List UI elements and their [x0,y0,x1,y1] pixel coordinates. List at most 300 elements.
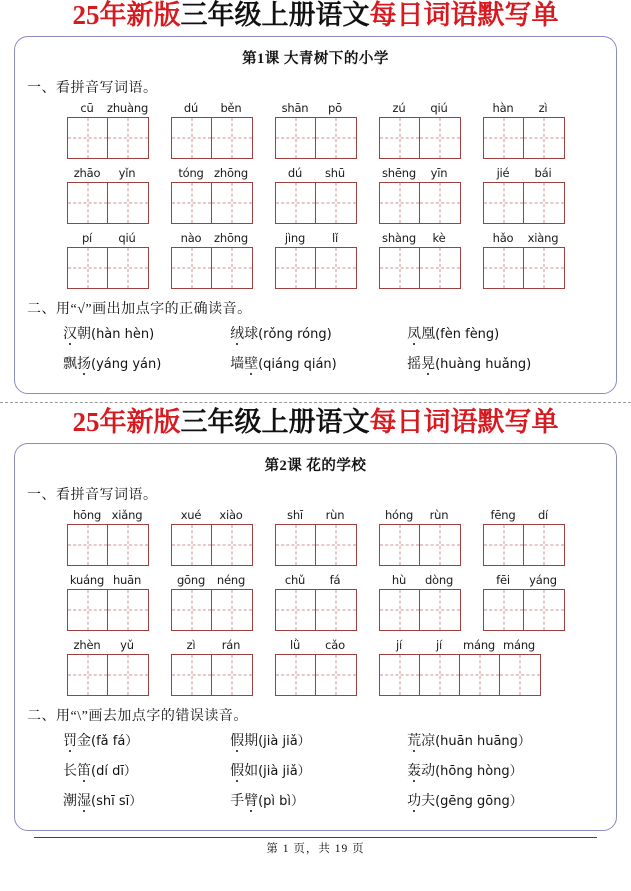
choice-item[interactable] [230,760,407,780]
choice-char: 凰 [421,327,436,343]
tianzige-cell[interactable] [484,183,524,223]
choice-options[interactable]: (yáng yán) [91,357,162,373]
tianzige-cell[interactable] [420,590,460,630]
choice-item[interactable] [230,730,407,750]
pinyin-syllable: yīn [430,166,448,181]
choice-char: 壁 [244,357,259,373]
pinyin-syllable: bái [534,166,552,181]
pinyin-syllable: dú [287,166,303,181]
pinyin-syllable: fēi [496,573,510,588]
choice-char: 潮 [63,794,77,810]
choice-char: 球 [244,327,259,343]
pinyin-syllable: zhōng [214,166,248,181]
word-group [67,638,149,696]
tianzige-cell[interactable] [380,248,420,288]
choice-word [407,734,435,749]
pinyin-syllable: chǔ [284,573,306,588]
tianzige-cell[interactable] [212,118,252,158]
choice-word [63,734,91,749]
tianzige-grid[interactable] [171,589,253,631]
tianzige-cell[interactable] [380,118,420,158]
pinyin-grid-row [25,166,606,224]
pinyin-syllable: zhèn [73,638,101,653]
tianzige-grid[interactable] [171,117,253,159]
pinyin-syllable: pō [328,101,342,116]
footer-divider [34,837,597,838]
pinyin-syllable: nào [180,231,202,246]
pinyin-syllable: dí [537,508,549,523]
tianzige-cell[interactable] [420,248,460,288]
pinyin-syllable: néng [216,573,246,588]
choice-char: 夫 [421,794,436,810]
word-group [379,231,461,289]
choice-word [63,327,91,342]
title-red-suffix-2: 每日词语默写单 [369,407,559,438]
choice-options[interactable]: (jià jiǎ） [258,734,311,750]
tianzige-cell[interactable] [212,525,252,565]
pinyin-syllable: qiú [118,231,136,246]
choice-options[interactable]: (huān huāng） [435,734,531,750]
tianzige-cell[interactable] [524,183,564,223]
tianzige-cell[interactable] [524,525,564,565]
choice-char: 荒 [407,734,422,750]
choice-word [407,794,435,809]
tianzige-cell[interactable] [380,183,420,223]
choice-row [25,323,606,343]
word-group [171,166,253,224]
choice-options[interactable]: (huàng huǎng) [435,357,532,373]
lesson-box-1 [14,36,617,394]
choice-char: 湿 [77,794,91,810]
tianzige-cell[interactable] [68,655,108,695]
page-break-divider [0,402,631,403]
choice-word [63,357,91,372]
choice-item[interactable] [407,760,606,780]
tianzige-cell[interactable] [68,118,108,158]
choice-item[interactable] [63,760,230,780]
word-group [67,508,149,566]
tianzige-cell[interactable] [276,590,316,630]
pinyin-line [483,231,565,246]
pinyin-syllable: zhōng [214,231,248,246]
pinyin-grid-row [25,638,606,696]
tianzige-cell[interactable] [420,183,460,223]
pinyin-line [67,573,149,588]
tianzige-grid[interactable] [483,247,565,289]
choice-char: 期 [244,734,259,750]
word-group [67,231,149,289]
pinyin-syllable: rùn [325,508,345,523]
tianzige-grid[interactable] [171,524,253,566]
pinyin-syllable: zú [392,101,406,116]
tianzige-grid[interactable] [275,589,357,631]
pinyin-syllable: shēng [382,166,416,181]
pinyin-grid-row [25,101,606,159]
worksheet-lesson-1 [0,0,631,394]
pinyin-syllable: dòng [424,573,454,588]
choice-options[interactable]: (rǒng róng) [258,327,332,343]
title-black-middle-2: 三年级上册语文 [180,407,370,438]
pinyin-line [275,231,357,246]
choice-char: 臂 [244,794,259,810]
word-group [275,101,357,159]
choice-char: 手 [230,794,245,810]
pinyin-line [275,508,357,523]
tianzige-grid[interactable] [67,247,149,289]
tianzige-grid[interactable] [483,524,565,566]
tianzige-cell[interactable] [484,118,524,158]
choice-row [25,790,606,810]
title-red-prefix-1: 25年新版 [72,0,181,30]
pinyin-syllable: shān [281,101,309,116]
pinyin-syllable: zì [538,101,548,116]
pinyin-syllable: yǔ [120,638,134,653]
pinyin-line [379,101,461,116]
tianzige-cell[interactable] [212,590,252,630]
choice-item[interactable] [407,323,606,343]
choice-word [63,764,91,779]
choice-options[interactable]: (hōng hòng） [435,764,523,780]
choice-item[interactable] [63,323,230,343]
pinyin-line [275,638,357,653]
choice-options[interactable]: (shī sī） [91,794,143,810]
word-group [67,573,149,631]
tianzige-grid[interactable] [379,117,461,159]
choice-row [25,353,606,373]
pinyin-line [171,231,253,246]
pinyin-syllable: jí [396,638,402,653]
page-title-2 [14,407,617,438]
tianzige-grid[interactable] [275,247,357,289]
tianzige-grid[interactable] [275,654,357,696]
choice-item[interactable] [230,790,407,810]
pinyin-syllable: lǜ [289,638,301,653]
word-group [483,573,565,631]
choice-options[interactable]: (jià jiǎ） [258,764,311,780]
tianzige-cell[interactable] [500,655,540,695]
pinyin-grid-section-2 [25,508,606,696]
tianzige-cell[interactable] [380,655,420,695]
pinyin-syllable: xué [180,508,202,523]
tianzige-cell[interactable] [172,118,212,158]
tianzige-cell[interactable] [380,590,420,630]
question-2-label-sheet-2: 二、用“\”画去加点字的错误读音。 [27,709,248,725]
choice-item[interactable] [230,353,407,373]
pinyin-line [483,573,565,588]
tianzige-cell[interactable] [212,183,252,223]
word-group [171,101,253,159]
tianzige-grid[interactable] [67,524,149,566]
tianzige-grid[interactable] [275,524,357,566]
tianzige-cell[interactable] [108,183,148,223]
question-1-label-sheet-1: 一、看拼音写词语。 [27,81,158,97]
choice-options[interactable]: (fèn fèng) [435,327,500,343]
tianzige-cell[interactable] [108,590,148,630]
tianzige-cell[interactable] [276,248,316,288]
lesson-box-2 [14,443,617,831]
tianzige-grid[interactable] [379,654,541,696]
tianzige-cell[interactable] [420,655,460,695]
pinyin-line [275,101,357,116]
tianzige-grid[interactable] [171,654,253,696]
tianzige-cell[interactable] [68,525,108,565]
pinyin-line [483,166,565,181]
pinyin-line [171,638,253,653]
choice-char: 摇 [407,357,422,373]
pinyin-syllable: rán [221,638,241,653]
tianzige-cell[interactable] [172,590,212,630]
tianzige-cell[interactable] [316,590,356,630]
choice-section-2 [25,730,606,810]
choice-char: 罚 [63,734,77,750]
choice-char: 如 [244,764,259,780]
question-2-label-sheet-1: 二、用“√”画出加点字的正确读音。 [27,302,252,318]
tianzige-cell[interactable] [460,655,500,695]
pinyin-syllable: hōng [72,508,102,523]
word-group [483,101,565,159]
pinyin-syllable: máng [462,638,496,653]
pinyin-syllable: yǐn [118,166,136,181]
choice-char: 长 [63,764,77,780]
pinyin-syllable: gōng [176,573,206,588]
pinyin-syllable: dú [183,101,199,116]
word-group [379,508,461,566]
pinyin-syllable: kuáng [69,573,105,588]
tianzige-cell[interactable] [316,118,356,158]
word-group [171,508,253,566]
tianzige-grid[interactable] [379,589,461,631]
pinyin-syllable: hù [391,573,407,588]
tianzige-cell[interactable] [68,183,108,223]
word-group [379,638,541,696]
pinyin-syllable: cǎo [325,638,345,653]
pinyin-syllable: qiú [430,101,448,116]
choice-char: 绒 [230,327,245,343]
choice-word [230,734,258,749]
tianzige-grid[interactable] [275,117,357,159]
pinyin-syllable: hóng [384,508,414,523]
pinyin-line [379,166,461,181]
pinyin-syllable: hǎo [492,231,514,246]
choice-char: 汉 [63,327,77,343]
title-red-suffix-1: 每日词语默写单 [369,0,559,30]
tianzige-cell[interactable] [316,655,356,695]
pinyin-syllable: shàng [382,231,416,246]
pinyin-syllable: lǐ [332,231,338,246]
tianzige-grid[interactable] [171,182,253,224]
pinyin-syllable: pí [81,231,93,246]
choice-options[interactable]: (dí dī） [91,764,137,780]
pinyin-line [67,638,149,653]
pinyin-syllable: fá [329,573,341,588]
pinyin-syllable: běn [220,101,242,116]
word-group [67,166,149,224]
choice-item[interactable] [63,790,230,810]
choice-word [407,764,435,779]
choice-char: 扬 [77,357,91,373]
choice-char: 晃 [421,357,436,373]
tianzige-cell[interactable] [524,248,564,288]
word-group [275,166,357,224]
tianzige-cell[interactable] [420,118,460,158]
tianzige-grid[interactable] [379,524,461,566]
pinyin-syllable: shū [325,166,345,181]
tianzige-cell[interactable] [484,525,524,565]
tianzige-cell[interactable] [172,183,212,223]
choice-item[interactable] [407,353,606,373]
pinyin-line [379,231,461,246]
word-group [275,573,357,631]
word-group [171,573,253,631]
pinyin-syllable: zhāo [73,166,101,181]
choice-char: 金 [77,734,91,750]
worksheet-lesson-2 [0,407,631,831]
tianzige-grid[interactable] [483,117,565,159]
pinyin-line [483,101,565,116]
pinyin-syllable: rùn [429,508,449,523]
tianzige-cell[interactable] [68,590,108,630]
choice-row [25,730,606,750]
tianzige-cell[interactable] [172,655,212,695]
tianzige-cell[interactable] [524,590,564,630]
pinyin-line [379,638,541,653]
tianzige-cell[interactable] [316,183,356,223]
choice-options[interactable]: (qiáng qián) [258,357,337,373]
choice-char: 飘 [63,357,77,373]
pinyin-syllable: xiàng [527,231,559,246]
lesson-title-1: 第1课 大青树下的小学 [242,51,389,68]
pinyin-grid-section-1 [25,101,606,289]
word-group [67,101,149,159]
lesson-title-2: 第2课 花的学校 [264,458,367,475]
pinyin-line [67,166,149,181]
choice-word [230,327,258,342]
pinyin-syllable: shī [287,508,303,523]
tianzige-grid[interactable] [67,589,149,631]
pinyin-line [67,231,149,246]
tianzige-grid[interactable] [483,589,565,631]
tianzige-cell[interactable] [172,248,212,288]
choice-item[interactable] [63,353,230,373]
choice-char: 轰 [407,764,422,780]
pinyin-syllable: hàn [492,101,514,116]
choice-char: 动 [421,764,436,780]
tianzige-grid[interactable] [379,182,461,224]
pinyin-syllable: jìng [284,231,306,246]
pinyin-syllable: jié [496,166,510,181]
choice-item[interactable] [230,323,407,343]
pinyin-line [483,508,565,523]
tianzige-cell[interactable] [420,525,460,565]
word-group [171,638,253,696]
choice-options[interactable]: (pì bì） [258,794,305,810]
tianzige-grid[interactable] [379,247,461,289]
word-group [483,508,565,566]
tianzige-grid[interactable] [483,182,565,224]
choice-options[interactable]: (fǎ fá） [91,734,139,750]
tianzige-cell[interactable] [108,655,148,695]
pinyin-grid-row [25,508,606,566]
pinyin-line [379,508,461,523]
pinyin-line [171,573,253,588]
word-group [483,166,565,224]
tianzige-grid[interactable] [67,654,149,696]
tianzige-cell[interactable] [212,655,252,695]
choice-char: 笛 [77,764,91,780]
tianzige-cell[interactable] [484,248,524,288]
tianzige-grid[interactable] [275,182,357,224]
choice-word [407,357,435,372]
choice-char: 假 [230,764,245,780]
word-group [379,101,461,159]
tianzige-cell[interactable] [108,248,148,288]
choice-word [230,794,258,809]
tianzige-cell[interactable] [108,525,148,565]
tianzige-cell[interactable] [212,248,252,288]
pinyin-line [275,166,357,181]
choice-item[interactable] [407,790,606,810]
pinyin-syllable: máng [502,638,536,653]
pinyin-syllable: fēng [490,508,516,523]
title-black-middle-1: 三年级上册语文 [180,0,370,30]
pinyin-line [379,573,461,588]
tianzige-grid[interactable] [67,117,149,159]
choice-word [230,764,258,779]
tianzige-grid[interactable] [67,182,149,224]
pinyin-line [67,508,149,523]
pinyin-syllable: xiào [219,508,243,523]
pinyin-syllable: zhuàng [107,101,149,116]
tianzige-cell[interactable] [524,118,564,158]
choice-options[interactable]: (gēng gōng） [435,794,523,810]
pinyin-grid-row [25,573,606,631]
choice-word [63,794,91,809]
tianzige-cell[interactable] [276,118,316,158]
pinyin-syllable: kè [432,231,446,246]
tianzige-cell[interactable] [276,525,316,565]
choice-char: 墙 [230,357,245,373]
pinyin-line [67,101,149,116]
tianzige-grid[interactable] [171,247,253,289]
choice-item[interactable] [407,730,606,750]
pinyin-line [171,101,253,116]
choice-char: 假 [230,734,245,750]
pinyin-syllable: cū [80,101,94,116]
tianzige-cell[interactable] [108,118,148,158]
choice-item[interactable] [63,730,230,750]
choice-section-1 [25,323,606,373]
choice-char: 朝 [77,327,91,343]
pinyin-syllable: xiǎng [111,508,143,523]
choice-options[interactable]: (hàn hèn) [91,327,155,343]
word-group [275,638,357,696]
tianzige-cell[interactable] [316,525,356,565]
tianzige-cell[interactable] [68,248,108,288]
tianzige-cell[interactable] [380,525,420,565]
pinyin-syllable: tóng [178,166,204,181]
pinyin-line [275,573,357,588]
word-group [171,231,253,289]
pinyin-grid-row [25,231,606,289]
word-group [275,231,357,289]
tianzige-cell[interactable] [276,183,316,223]
word-group [379,573,461,631]
word-group [275,508,357,566]
tianzige-cell[interactable] [172,525,212,565]
tianzige-cell[interactable] [276,655,316,695]
tianzige-cell[interactable] [484,590,524,630]
tianzige-cell[interactable] [316,248,356,288]
